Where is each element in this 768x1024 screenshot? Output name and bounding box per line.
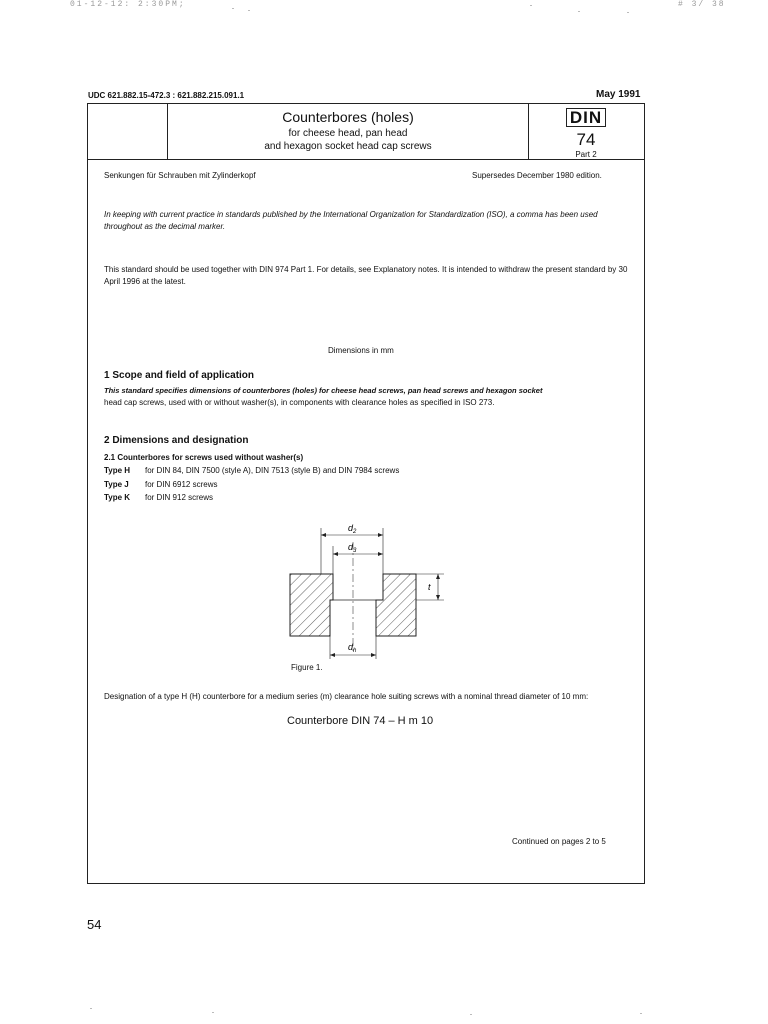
section-1-text-line1: This standard specifies dimensions of counterbores (holes) for cheese head screws, pan head screws and hexagon socket bbox=[104, 386, 543, 395]
d3-label: $d_3$ bbox=[348, 542, 357, 554]
scan-speck bbox=[530, 5, 532, 6]
fax-header bbox=[0, 0, 768, 14]
type-h-row bbox=[104, 466, 399, 475]
udc-classification: UDC 621.882.15-472.3 : 621.882.215.091.1 bbox=[88, 91, 245, 100]
t-label: t bbox=[428, 582, 431, 592]
din-number: 74 bbox=[576, 130, 596, 149]
din-logo: DIN bbox=[566, 108, 606, 127]
scan-speck bbox=[627, 12, 629, 13]
section-2-heading: 2 Dimensions and designation bbox=[104, 435, 249, 446]
german-title: Senkungen für Schrauben mit Zylinderkopf bbox=[104, 171, 256, 180]
type-k-row bbox=[104, 493, 213, 502]
section-2-1-heading: 2.1 Counterbores for screws used without washer(s) bbox=[104, 453, 304, 462]
document-title: Counterbores (holes) bbox=[282, 109, 414, 125]
type-j-row bbox=[104, 480, 217, 489]
section-1-heading: 1 Scope and field of application bbox=[104, 370, 255, 381]
d2-label: $d_2$ bbox=[348, 523, 357, 535]
type-h-label: Type H bbox=[104, 466, 131, 475]
section-1-text-line2: head cap screws, used with or without washer(s), in components with clearance holes as specified in ISO 273. bbox=[104, 398, 495, 407]
document-subtitle-1: for cheese head, pan head bbox=[288, 128, 408, 139]
type-j-label: Type J bbox=[104, 480, 129, 489]
scan-speck bbox=[640, 1013, 642, 1014]
counterbore-drawing bbox=[288, 518, 448, 663]
scan-speck bbox=[248, 10, 250, 11]
fax-header-right: # 3/ 38 bbox=[678, 0, 726, 9]
header-divider-left bbox=[167, 104, 168, 159]
designation-example: Counterbore DIN 74 – H m 10 bbox=[287, 715, 434, 727]
scan-speck bbox=[232, 8, 234, 9]
publication-date: May 1991 bbox=[596, 89, 641, 100]
iso-decimal-note: In keeping with current practice in standards published by the International Organization for Standardization (ISO), a comma has been used throughout as the decimal marker. bbox=[104, 210, 598, 231]
right-material-section bbox=[376, 574, 416, 636]
left-material-section bbox=[290, 574, 333, 636]
scan-speck bbox=[90, 1008, 92, 1009]
type-k-text: for DIN 912 screws bbox=[145, 493, 214, 502]
din-part: Part 2 bbox=[575, 150, 597, 159]
scan-speck bbox=[578, 11, 580, 12]
header-divider bbox=[88, 159, 644, 160]
type-k-label: Type K bbox=[104, 493, 131, 502]
dimensions-note: Dimensions in mm bbox=[328, 346, 394, 355]
usage-note: This standard should be used together with DIN 974 Part 1. For details, see Explanatory notes. It is intended to withdraw the present standard by 30 April 1996 at the latest. bbox=[104, 265, 628, 286]
figure-caption: Figure 1. bbox=[291, 663, 323, 672]
designation-text: Designation of a type H (H) counterbore for a medium series (m) clearance hole suiting screws with a nominal thread diameter of 10 mm: bbox=[104, 692, 589, 701]
continued-note: Continued on pages 2 to 5 bbox=[512, 837, 606, 846]
page-number: 54 bbox=[87, 917, 102, 932]
type-j-text: for DIN 6912 screws bbox=[145, 480, 218, 489]
scan-speck bbox=[212, 1012, 214, 1013]
din-standard-block bbox=[528, 108, 644, 159]
scan-speck bbox=[470, 1014, 472, 1015]
dh-label: $d_h$ bbox=[348, 642, 357, 654]
supersedes-note: Supersedes December 1980 edition. bbox=[472, 171, 602, 180]
fax-header-left: 01-12-12: 2:30PM; bbox=[70, 0, 186, 9]
document-subtitle-2: and hexagon socket head cap screws bbox=[264, 141, 432, 152]
type-h-text: for DIN 84, DIN 7500 (style A), DIN 7513 (style B) and DIN 7984 screws bbox=[145, 466, 400, 475]
